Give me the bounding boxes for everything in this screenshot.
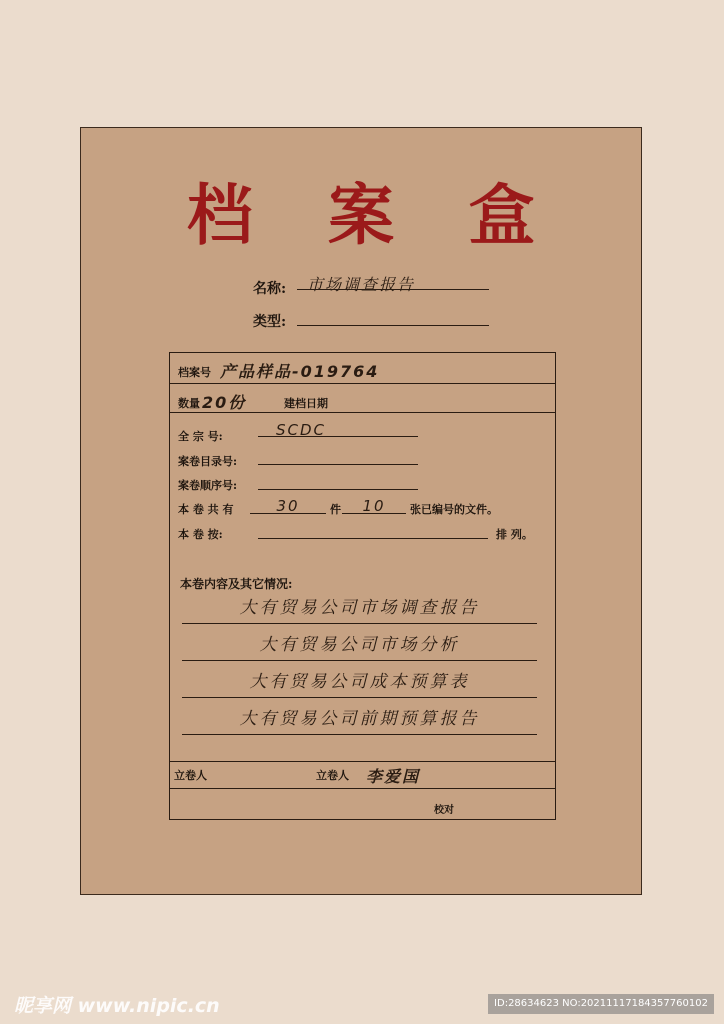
archive-info-table [169, 352, 556, 820]
arrange-suffix: 排 列。 [496, 528, 533, 541]
creator-value: 李爱国 [366, 767, 421, 786]
content-item-4: 大有贸易公司前期预算报告 [182, 704, 537, 735]
name-label: 名称: [253, 281, 287, 297]
total-mid: 件 [330, 503, 341, 516]
type-field [253, 311, 493, 331]
content-label: 本卷内容及其它情况: [180, 577, 293, 591]
content-item-2: 大有贸易公司市场分析 [182, 630, 537, 661]
name-field [253, 275, 493, 298]
order-line [258, 473, 418, 490]
name-value: 市场调查报告 [297, 272, 489, 290]
watermark-id: ID:28634623 NO:20211117184357760102 [488, 994, 714, 1014]
file-no-label: 档案号 [178, 366, 211, 379]
fonds-value: SCDC [258, 421, 418, 437]
content-item-3: 大有贸易公司成本预算表 [182, 667, 537, 698]
catalog-line [258, 448, 418, 465]
archive-box [80, 127, 642, 895]
fonds-label: 全 宗 号: [178, 430, 223, 443]
watermark-logo: 昵享网 www.nipic.cn [14, 995, 220, 1017]
total-pieces-value: 30 [250, 497, 326, 514]
arrange-prefix: 本 卷 按: [178, 528, 223, 541]
content-item-1: 大有贸易公司市场调查报告 [182, 593, 537, 624]
creator-label-left: 立卷人 [174, 769, 207, 782]
type-value [297, 307, 489, 326]
quantity-label: 数量 [178, 397, 200, 410]
catalog-label: 案卷目录号: [178, 455, 238, 468]
total-sheets-value: 10 [342, 497, 406, 514]
order-label: 案卷顺序号: [178, 479, 238, 492]
creator-label-right: 立卷人 [316, 769, 349, 782]
date-label: 建档日期 [284, 397, 328, 410]
total-suffix: 张已编号的文件。 [410, 503, 498, 516]
box-title: 档 案 盒 [187, 176, 561, 254]
file-no-value: 产品样品-019764 [220, 362, 380, 381]
total-prefix: 本 卷 共 有 [178, 503, 234, 516]
arrange-line [258, 522, 488, 539]
check-label: 校对 [434, 805, 454, 816]
type-label: 类型: [253, 314, 287, 330]
quantity-value: 20份 [202, 393, 247, 412]
